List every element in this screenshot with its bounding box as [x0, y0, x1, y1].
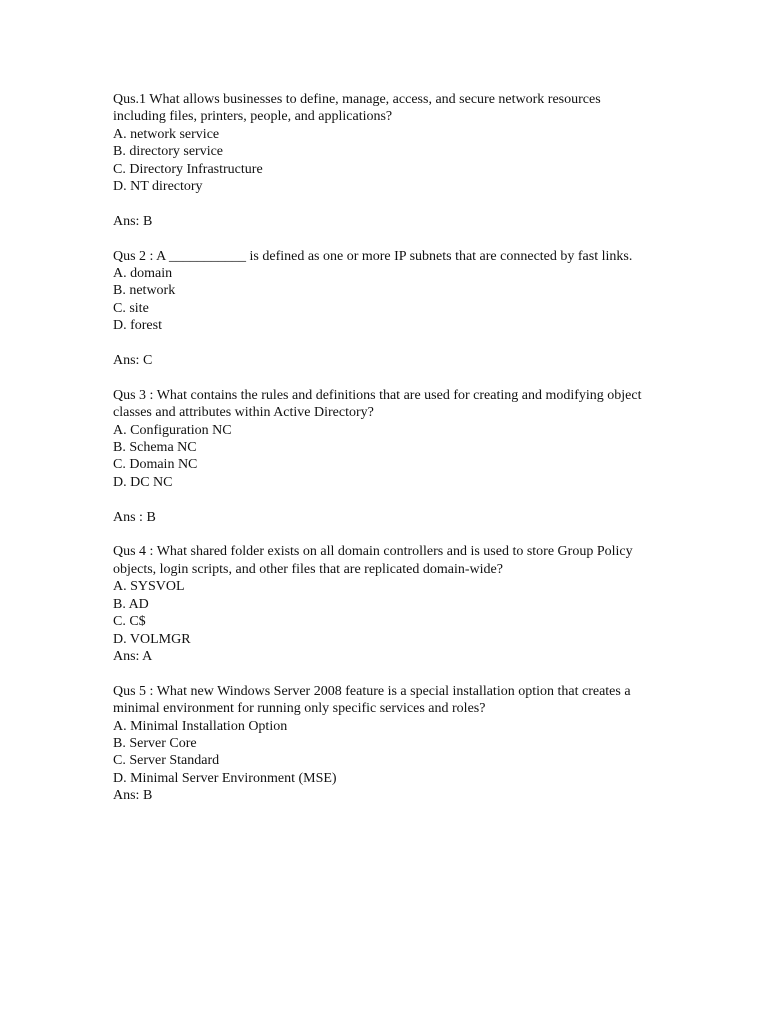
option-list [113, 265, 653, 335]
option-c: C. Directory Infrastructure [113, 161, 263, 177]
answer: Ans: A [113, 648, 153, 664]
option-b: B. Schema NC [113, 440, 197, 456]
spacer [113, 335, 653, 352]
option-b: B. directory service [113, 144, 224, 160]
spacer [113, 491, 653, 508]
option-list [113, 126, 653, 196]
option-list [113, 578, 653, 648]
question-text: Qus.1 What allows businesses to define, manage, access, and secure network resources including files, printers, people, and applications? [113, 92, 601, 125]
option-d: D. NT directory [113, 179, 203, 195]
question-3 [113, 387, 653, 544]
option-c: C. Server Standard [113, 753, 220, 769]
question-5 [113, 683, 653, 805]
document-page [113, 91, 653, 805]
answer: Ans: C [113, 353, 153, 369]
option-a: A. Minimal Installation Option [113, 718, 288, 734]
option-c: C. Domain NC [113, 457, 198, 473]
spacer [113, 195, 653, 212]
question-4 [113, 543, 653, 682]
option-list [113, 718, 653, 788]
spacer [113, 369, 653, 386]
option-c: C. C$ [113, 614, 146, 630]
option-a: A. Configuration NC [113, 422, 232, 438]
answer: Ans : B [113, 509, 156, 525]
option-c: C. site [113, 300, 149, 316]
spacer [113, 230, 653, 247]
option-d: D. DC NC [113, 474, 173, 490]
option-a: A. SYSVOL [113, 579, 185, 595]
option-b: B. Server Core [113, 735, 197, 751]
option-b: B. network [113, 283, 176, 299]
question-text: Qus 5 : What new Windows Server 2008 feature is a special installation option that creates a minimal environment for running only specific services and roles? [113, 683, 631, 717]
option-d: D. VOLMGR [113, 631, 191, 647]
option-d: D. Minimal Server Environment (MSE) [113, 770, 337, 786]
question-text: Qus 4 : What shared folder exists on all domain controllers and is used to store Group Policy objects, login scripts, and other files that are replicated domain-wide? [113, 544, 633, 577]
answer: Ans: B [113, 213, 153, 229]
question-text: Qus 3 : What contains the rules and definitions that are used for creating and modifying object classes and attributes within Active Directory? [113, 387, 642, 421]
spacer [113, 526, 653, 543]
option-a: A. network service [113, 126, 220, 142]
question-2 [113, 248, 653, 387]
option-b: B. AD [113, 596, 149, 612]
option-d: D. forest [113, 318, 162, 334]
spacer [113, 665, 653, 682]
question-1 [113, 91, 653, 248]
question-text: Qus 2 : A ___________ is defined as one or more IP subnets that are connected by fast links. [113, 248, 633, 264]
option-a: A. domain [113, 266, 173, 282]
option-list [113, 422, 653, 492]
answer: Ans: B [113, 788, 153, 804]
